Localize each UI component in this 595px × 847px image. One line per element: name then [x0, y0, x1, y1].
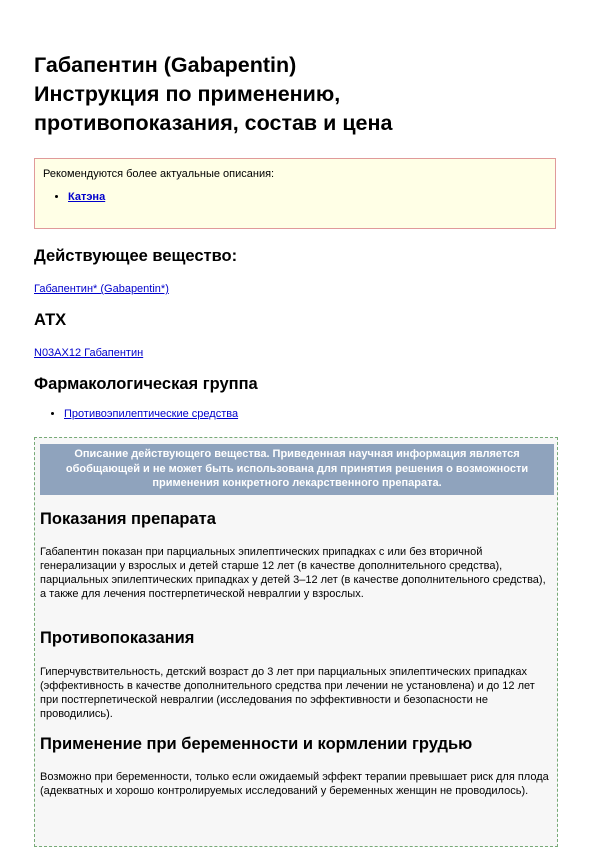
document-page: [34, 0, 558, 797]
page-title-line-2: Инструкция по применению,: [34, 82, 341, 106]
disclaimer-banner: Описание действующего вещества. Приведенная научная информация является обобщающей и не может быть использована для принятия решения о возможности применения конкретного лекарственного препарата.: [40, 444, 554, 495]
page-title-line-3: противопоказания, состав и цена: [34, 111, 393, 135]
pregnancy-heading: Применение при беременности и кормлении грудью: [40, 735, 473, 753]
antiepileptic-drugs-link[interactable]: Противоэпилептические средства: [64, 408, 239, 420]
notice-text: Рекомендуются более актуальные описания:: [43, 168, 275, 180]
atc-link[interactable]: N03AX12 Габапентин: [34, 347, 144, 359]
active-substance-paragraph: [34, 283, 169, 295]
pharm-group-heading: Фармакологическая группа: [34, 375, 258, 393]
contraindications-heading: Противопоказания: [40, 629, 195, 647]
atc-paragraph: [34, 347, 143, 359]
active-substance-link[interactable]: Габапентин* (Gabapentin*): [34, 283, 169, 295]
substance-description-box: [34, 437, 558, 847]
notice-list-item: [68, 191, 547, 203]
pharm-group-item: [64, 408, 238, 420]
pharm-group-list: [34, 408, 238, 420]
page-title-line-1: Габапентин (Gabapentin): [34, 53, 297, 77]
notice-list: [43, 191, 547, 203]
katena-link[interactable]: Катэна: [68, 191, 106, 203]
recommendation-notice: [34, 158, 556, 229]
contraindications-text: Гиперчувствительность, детский возраст до 3 лет при парциальных эпилептических припадках (эффективность в качестве дополнительного средства при лечении не установлена) и до 12 лет при постгерпетической невралгии (исследования по эффективности и безопасности не проводились).: [40, 666, 535, 720]
active-substance-heading: Действующее вещество:: [34, 247, 238, 265]
indications-text: Габапентин показан при парциальных эпилептических припадках с или без вторичной генерализации у взрослых и детей старше 12 лет (в качестве дополнительного средства), парциальных эпилептических припадках у детей 3–12 лет (в качестве дополнительного средства), а также для лечения постгерпетической невралгии у взрослых.: [40, 546, 546, 600]
indications-heading: Показания препарата: [40, 510, 216, 528]
atc-heading: АТХ: [34, 311, 67, 329]
pregnancy-text: Возможно при беременности, только если ожидаемый эффект терапии превышает риск для плода (адекватных и хорошо контролируемых исследований у беременных женщин не проводилось).: [40, 771, 549, 797]
page-title: [34, 0, 558, 138]
